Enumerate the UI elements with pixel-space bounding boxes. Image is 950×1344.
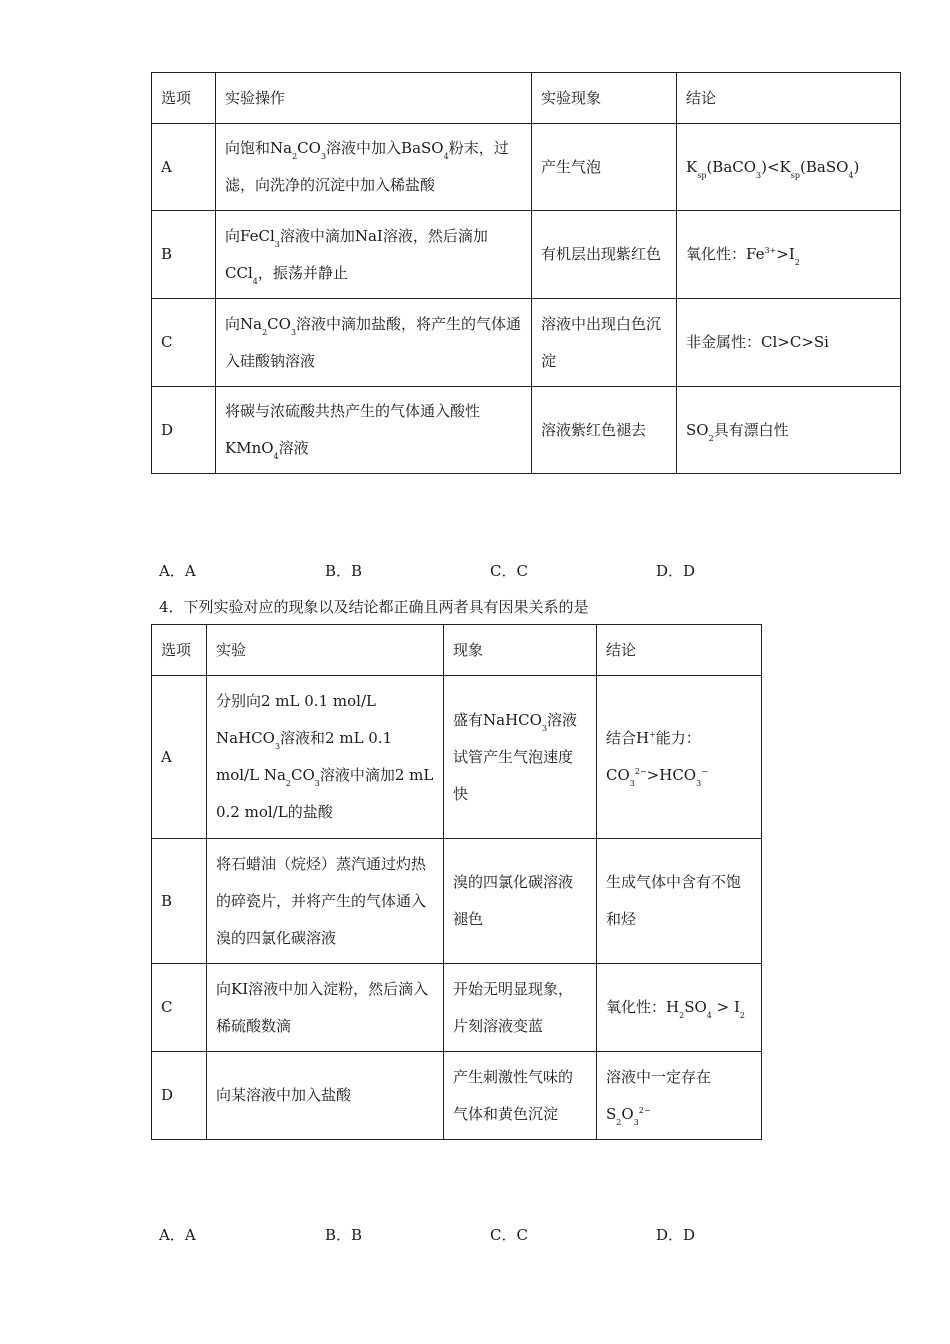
- row-phenomenon: 溴的四氯化碳溶液褪色: [444, 839, 597, 964]
- experiment-table-2: [151, 624, 762, 1140]
- row-phenomenon: 盛有NaHCO$_3$溶液试管产生气泡速度快: [444, 676, 597, 839]
- row-option: B: [152, 839, 207, 964]
- table-row: [152, 387, 901, 474]
- table-row: [152, 676, 762, 839]
- row-phenomenon: 有机层出现紫红色: [532, 211, 677, 299]
- table-row: [152, 124, 901, 211]
- experiment-table-1: [151, 72, 901, 474]
- table-row: [152, 839, 762, 964]
- row-option: B: [152, 211, 216, 299]
- header-option: 选项: [152, 73, 216, 124]
- row-option: A: [152, 676, 207, 839]
- row-operation: 向KI溶液中加入淀粉，然后滴入稀硫酸数滴: [207, 964, 444, 1052]
- row-operation: 将碳与浓硫酸共热产生的气体通入酸性KMnO$_4$溶液: [216, 387, 532, 474]
- row-option: C: [152, 299, 216, 387]
- header-experiment: 实验: [207, 625, 444, 676]
- row-operation: 向FeCl$_3$溶液中滴加NaI溶液，然后滴加CCl$_4$，振荡并静止: [216, 211, 532, 299]
- table-header-row: [152, 73, 901, 124]
- row-conclusion: 溶液中一定存在$S_2O_3^{2-}$: [597, 1052, 762, 1140]
- choice-b[interactable]: B．B: [325, 1226, 363, 1244]
- header-operation: 实验操作: [216, 73, 532, 124]
- row-phenomenon: 产生刺激性气味的气体和黄色沉淀: [444, 1052, 597, 1140]
- header-phenomenon: 现象: [444, 625, 597, 676]
- row-conclusion: 氧化性：$H_2SO_4 > I_2$: [597, 964, 762, 1052]
- row-option: C: [152, 964, 207, 1052]
- row-phenomenon: 溶液中出现白色沉淀: [532, 299, 677, 387]
- row-conclusion: $SO_2$具有漂白性: [677, 387, 901, 474]
- table-row: [152, 964, 762, 1052]
- row-phenomenon: 产生气泡: [532, 124, 677, 211]
- row-option: A: [152, 124, 216, 211]
- table-row: [152, 299, 901, 387]
- header-conclusion: 结论: [677, 73, 901, 124]
- choice-b[interactable]: B．B: [325, 562, 363, 580]
- row-operation: 向$Na_2CO_3$溶液中滴加盐酸，将产生的气体通入硅酸钠溶液: [216, 299, 532, 387]
- choice-d[interactable]: D．D: [656, 562, 696, 580]
- row-conclusion: 结合H+能力：$CO_3^{2-}>HCO_3^-$: [597, 676, 762, 839]
- row-option: D: [152, 387, 216, 474]
- row-conclusion: 氧化性：$Fe^{3+}>I_2$: [677, 211, 901, 299]
- choice-c[interactable]: C．C: [490, 562, 528, 580]
- table-row: [152, 211, 901, 299]
- row-operation: 向饱和$Na_2CO_3$溶液中加入BaSO$_4$粉末，过滤，向洗净的沉淀中加入稀盐酸: [216, 124, 532, 211]
- choice-d[interactable]: D．D: [656, 1226, 696, 1244]
- choice-a[interactable]: A．A: [159, 562, 196, 580]
- row-option: D: [152, 1052, 207, 1140]
- choice-a[interactable]: A．A: [159, 1226, 196, 1244]
- table-header-row: [152, 625, 762, 676]
- choice-c[interactable]: C．C: [490, 1226, 528, 1244]
- row-operation: 分别向2 mL 0.1 mol/L NaHCO$_3$溶液和2 mL 0.1 mol/L $Na_2CO_3$溶液中滴加2 mL 0.2 mol/L的盐酸: [207, 676, 444, 839]
- header-option: 选项: [152, 625, 207, 676]
- header-phenomenon: 实验现象: [532, 73, 677, 124]
- row-conclusion: $K_{sp}(BaCO_3)<K_{sp}(BaSO_4)$: [677, 124, 901, 211]
- row-operation: 向某溶液中加入盐酸: [207, 1052, 444, 1140]
- row-conclusion: 非金属性：Cl>C>Si: [677, 299, 901, 387]
- row-conclusion: 生成气体中含有不饱和烃: [597, 839, 762, 964]
- table-row: [152, 1052, 762, 1140]
- question-4-stem: 4．下列实验对应的现象以及结论都正确且两者具有因果关系的是: [159, 598, 589, 616]
- row-phenomenon: 溶液紫红色褪去: [532, 387, 677, 474]
- row-phenomenon: 开始无明显现象，片刻溶液变蓝: [444, 964, 597, 1052]
- row-operation: 将石蜡油（烷烃）蒸汽通过灼热的碎瓷片，并将产生的气体通入溴的四氯化碳溶液: [207, 839, 444, 964]
- header-conclusion: 结论: [597, 625, 762, 676]
